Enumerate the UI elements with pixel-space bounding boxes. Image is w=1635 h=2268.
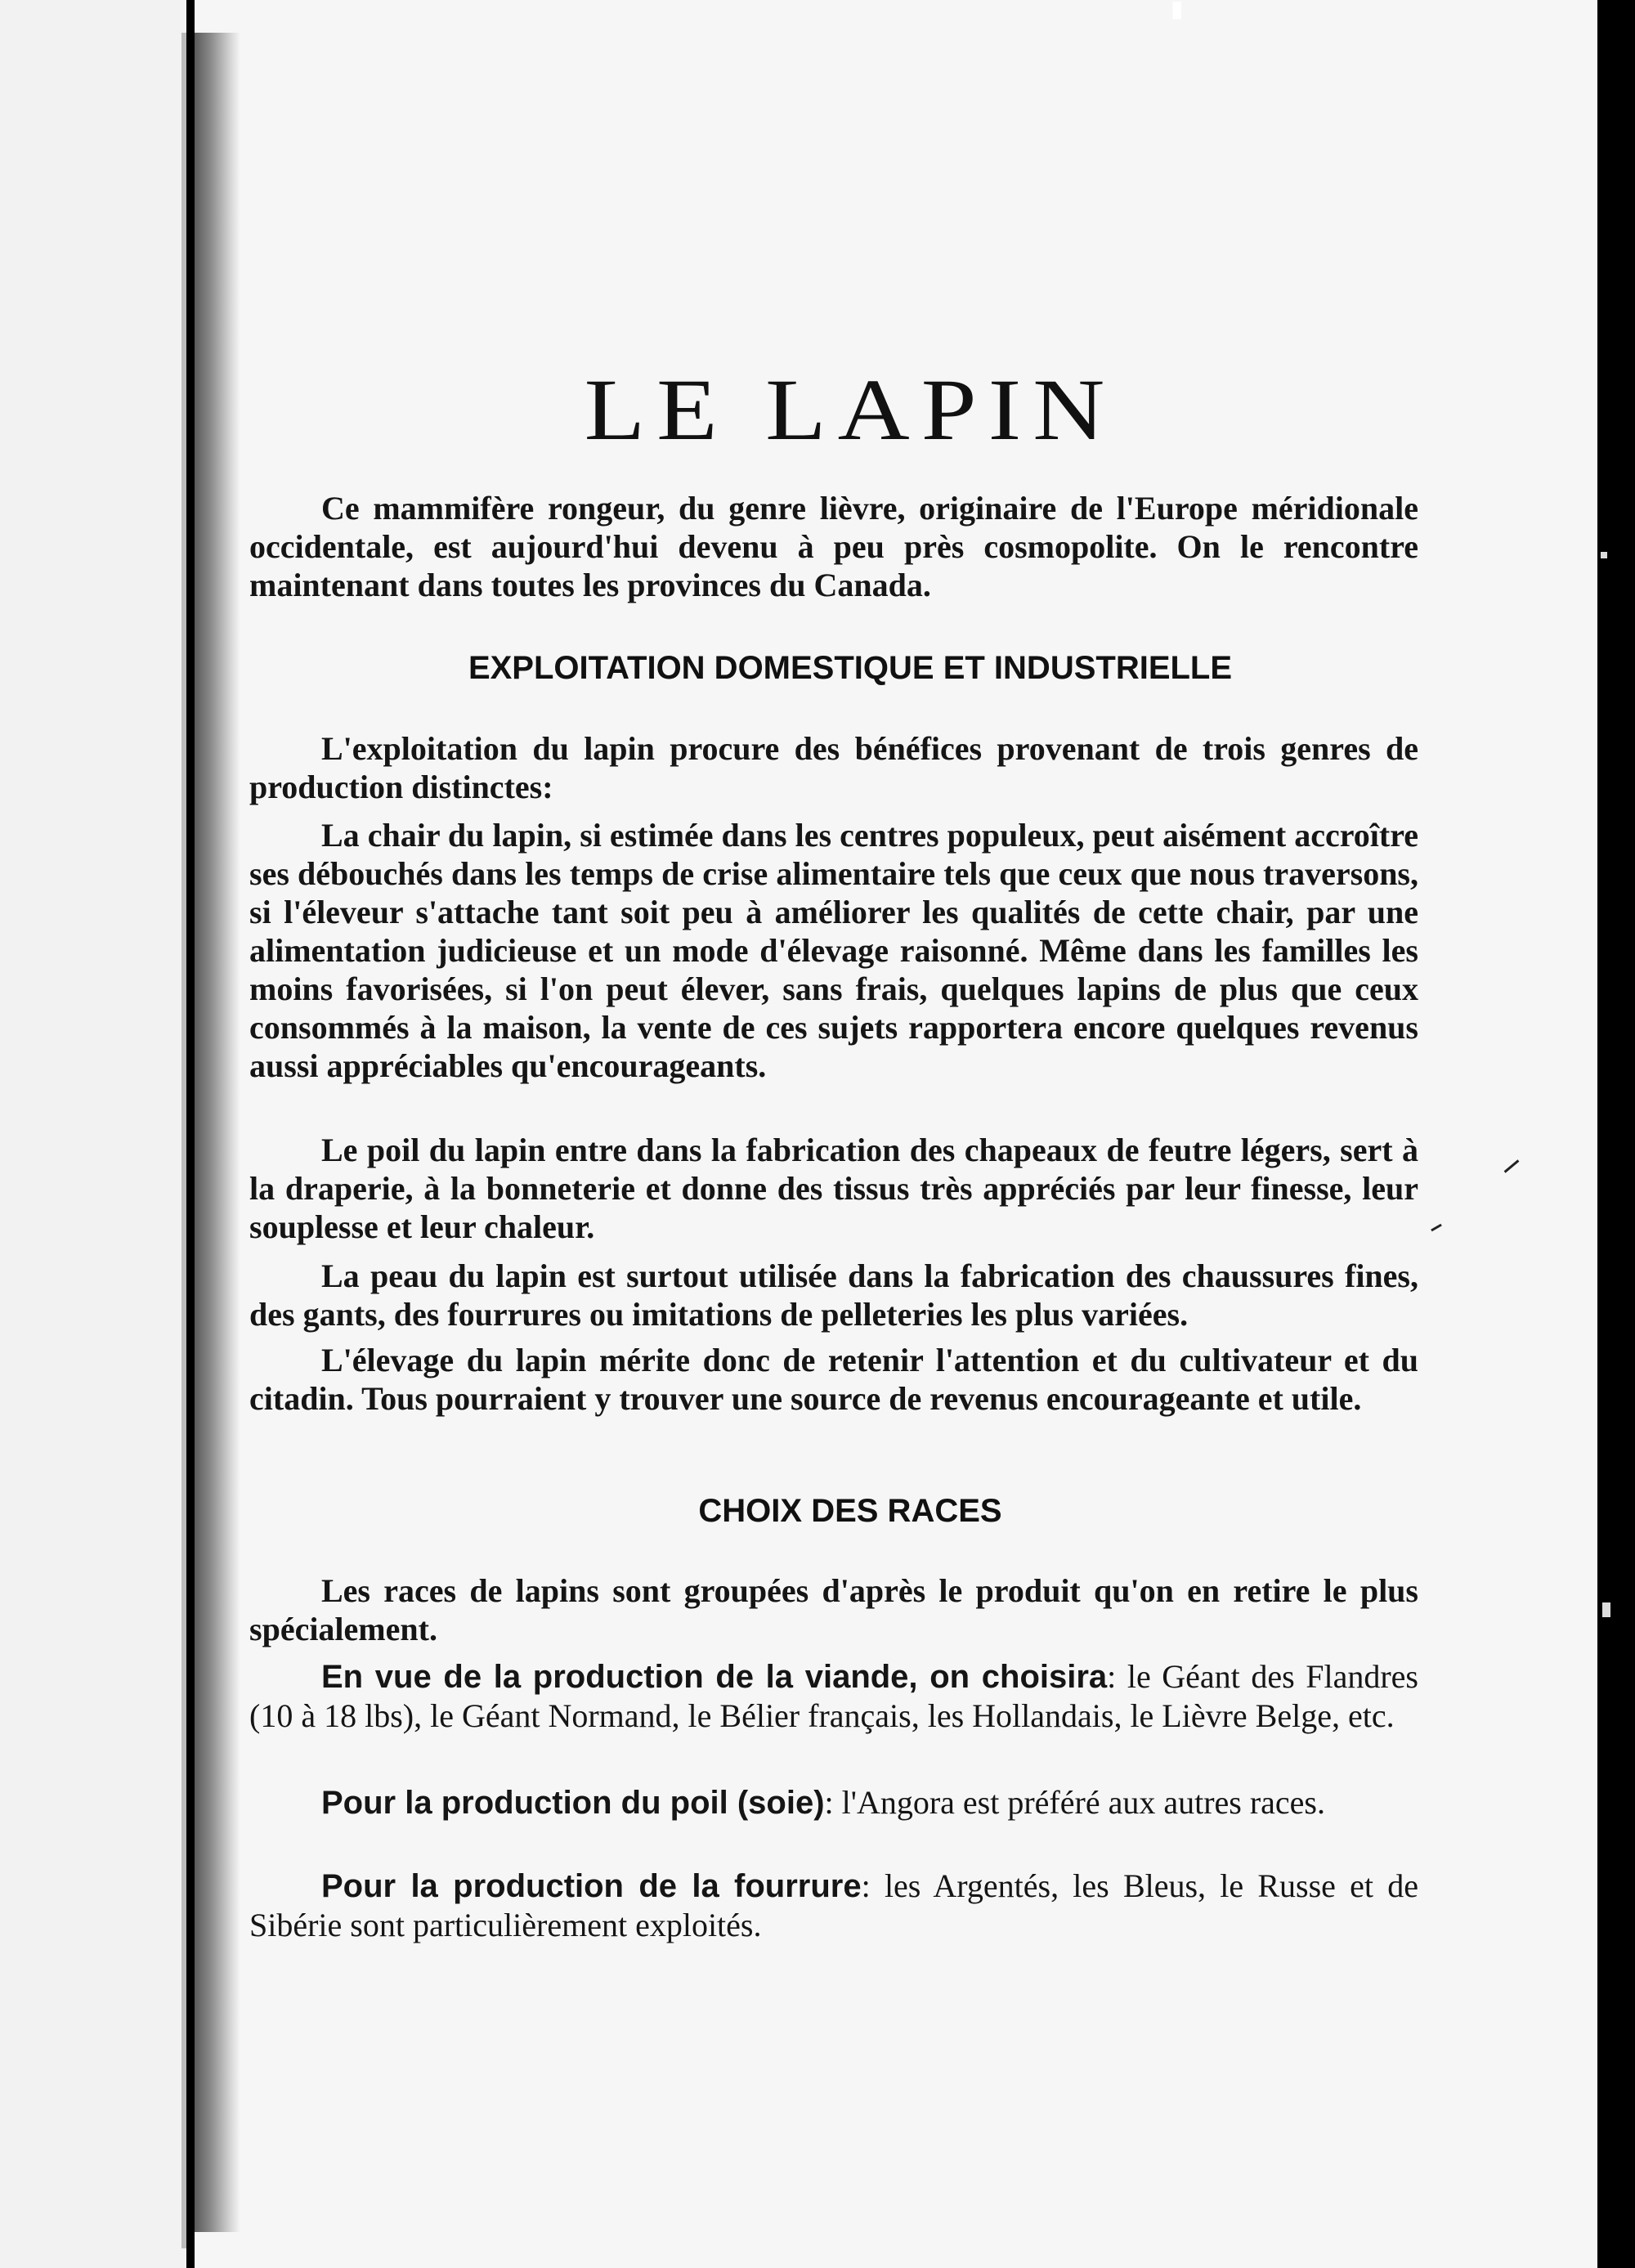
scan-speck	[1601, 552, 1607, 558]
poil-soie-text: : l'Angora est préféré aux autres races.	[824, 1784, 1325, 1821]
exploitation-paragraph: L'exploitation du lapin procure des bénéfices provenant de trois genres de production distinctes:	[249, 730, 1418, 805]
viande-lead: En vue de la production de la viande, on choisira	[321, 1659, 1108, 1695]
facing-page-edge	[181, 33, 186, 2248]
chair-paragraph: La chair du lapin, si estimée dans les centres populeux, peut aisément accroître ses débouchés dans les temps de crise alimentaire tels que ceux que nous traversons, si l'éleveur s'attache tant soit peu à améliorer les qualités de cette chair, par une alimentation judicieuse et un mode d'élevage raisonné. Même dans les familles les moins favorisées, si l'on peut élever, sans frais, quelques lapins de plus que ceux consommés à la maison, la vente de ces sujets rapportera encore quelques revenus aussi appréciables qu'encourageants.	[249, 817, 1418, 1084]
poil-paragraph: Le poil du lapin entre dans la fabrication des chapeaux de feutre légers, sert à la draperie, à la bonneterie et donne des tissus très appréciés par leur finesse, leur souplesse et leur chaleur.	[249, 1132, 1418, 1245]
elevage-paragraph: L'élevage du lapin mérite donc de retenir l'attention et du cultivateur et du citadin. Tous pourraient y trouver une source de revenus encourageante et utile.	[249, 1342, 1418, 1417]
scan-speck	[1602, 1602, 1610, 1617]
fourrure-lead: Pour la production de la fourrure	[321, 1868, 862, 1904]
poil-soie-paragraph	[249, 1783, 1418, 1822]
peau-paragraph: La peau du lapin est surtout utilisée dans la fabrication des chaussures fines, des gants, des fourrures ou imitations de pelleteries les plus variées.	[249, 1257, 1418, 1333]
section-heading-races: CHOIX DES RACES	[698, 1493, 1002, 1529]
facing-page-margin	[0, 0, 186, 2268]
fourrure-paragraph	[249, 1867, 1418, 1944]
viande-text: : le Géant des Flandres (10 à 18 lbs), le Géant Normand, le Bélier français, les Hollandais, le Lièvre Belge, etc.	[249, 1658, 1418, 1734]
races-intro-paragraph: Les races de lapins sont groupées d'après le produit qu'on en retire le plus spécialement.	[249, 1572, 1418, 1647]
binding-shadow	[195, 33, 240, 2232]
poil-soie-lead: Pour la production du poil (soie)	[321, 1785, 825, 1821]
viande-paragraph	[249, 1657, 1418, 1735]
intro-paragraph: Ce mammifère rongeur, du genre lièvre, originaire de l'Europe méridionale occidentale, est aujourd'hui devenu à peu près cosmopolite. On le rencontre maintenant dans toutes les provinces du Canada.	[249, 490, 1418, 603]
scan-mark-icon: ▮	[1171, 0, 1184, 22]
page-title: LE LAPIN	[584, 361, 1117, 459]
fourrure-text: : les Argentés, les Bleus, le Russe et de Sibérie sont particulièrement exploités.	[249, 1867, 1418, 1943]
section-heading-exploitation: EXPLOITATION DOMESTIQUE ET INDUSTRIELLE	[468, 650, 1233, 686]
